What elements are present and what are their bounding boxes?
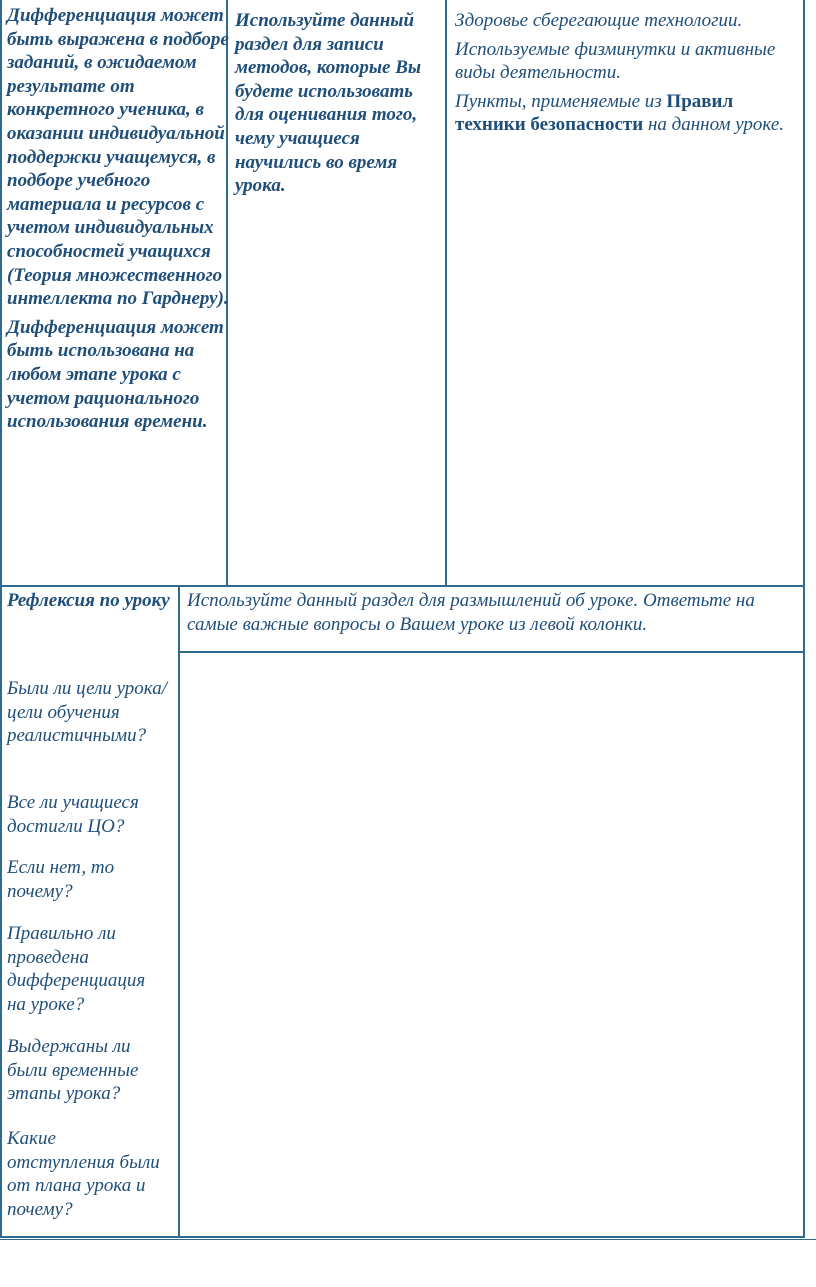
- reflection-cell: [7, 589, 175, 1220]
- reflection-title: Рефлексия по уроку: [7, 590, 170, 611]
- border-bottom: [0, 1236, 805, 1238]
- reflection-question-4: Правильно ли проведена дифференциация на уроке?: [7, 923, 146, 1015]
- reflection-question-2: Все ли учащиеся достигли ЦО?: [7, 792, 139, 837]
- reflection-question-1: Были ли цели урока/цели обучения реалистичными?: [7, 678, 167, 747]
- differentiation-text-1: Дифференциация может быть выражена в подборе заданий, в ожидаемом результате от конкретного ученика, в оказании индивидуальной поддержки учащемуся, в подборе учебного материала и ресурсов с учетом индивидуальных способностей учащихся (Теория множественного интеллекта по Гарднеру).: [7, 5, 229, 310]
- border-left: [0, 0, 2, 1238]
- reflection-instruction-cell: [187, 589, 799, 641]
- differentiation-text-2: Дифференциация может быть использована на любом этапе урока с учетом рационального использования времени.: [7, 316, 224, 433]
- reflection-question-5: Выдержаны ли были временные этапы урока?: [7, 1036, 139, 1105]
- differentiation-cell: [7, 4, 229, 439]
- safety-rules-text: [455, 90, 800, 137]
- divider-reflection-left: [178, 586, 180, 1238]
- divider-top-reflection: [0, 585, 805, 587]
- page-bottom-rule: [0, 1239, 816, 1240]
- reflection-question-3: Если нет, то почему?: [7, 857, 115, 902]
- health-safety-cell: [455, 9, 800, 142]
- safety-rules-suffix: на данном уроке.: [643, 114, 785, 136]
- safety-rules-prefix: Пункты, применяемые из: [455, 90, 667, 112]
- reflection-answer-area[interactable]: [181, 654, 802, 1235]
- reflection-question-6: Какие отступления были от плана урока и почему?: [7, 1128, 160, 1220]
- reflection-instruction: Используйте данный раздел для размышлений об уроке. Ответьте на самые важные вопросы о Вашем уроке из левой колонки.: [187, 590, 755, 635]
- divider-col2-col3: [445, 0, 447, 587]
- safety-rules-bold: Правил техники безопасности: [455, 90, 734, 136]
- health-technologies-text: Здоровье сберегающие технологии.: [455, 10, 743, 31]
- assessment-cell: [235, 9, 435, 203]
- physical-activity-text: Используемые физминутки и активные виды деятельности.: [455, 38, 776, 84]
- assessment-text: Используйте данный раздел для записи методов, которые Вы будете использовать для оценивания того, чему учащиеся научились во время урока.: [235, 10, 422, 197]
- divider-instruction-answer: [179, 651, 805, 653]
- border-right: [803, 0, 805, 1238]
